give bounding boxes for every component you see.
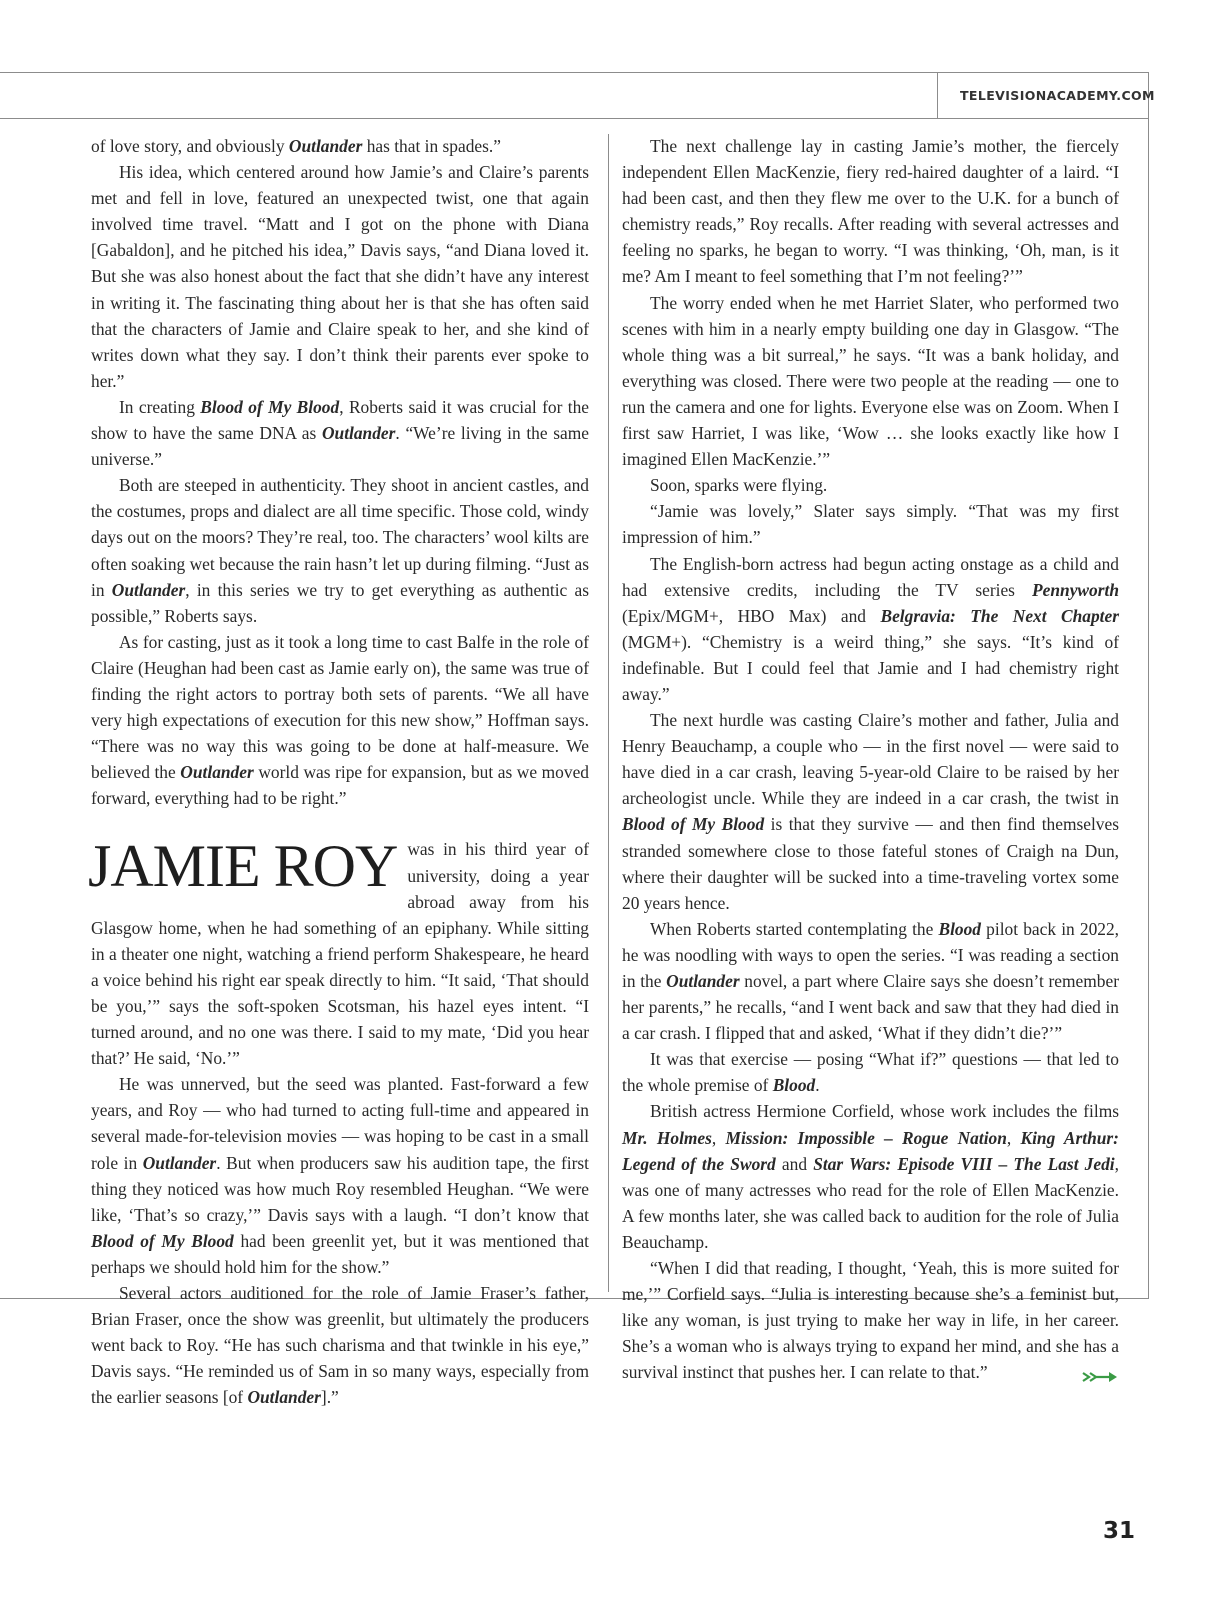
paragraph: “When I did that reading, I thought, ‘Yeah, this is more suited for me,’” Corfield says. “Julia is interesting because she’s a feminist but, like any woman, is just trying to make her way in life, in her career. She’s a woman who is always trying to expand her mind, and she has a survival instinct that pushes her. I can relate to that.” bbox=[622, 1255, 1119, 1385]
paragraph: He was unnerved, but the seed was planted. Fast-forward a few years, and Roy — who had turned to acting full-time and appeared in several made-for-television movies — was hoping to be cast in a small role in Outlander. But when producers saw his audition tape, the first thing they noticed was how much Roy resembled Heughan. “We were like, ‘That’s so crazy,’” Davis says with a laugh. “I don’t know that Blood of My Blood had been greenlit yet, but it was mentioned that perhaps we should hold him for the show.” bbox=[91, 1074, 590, 1277]
paragraph: British actress Hermione Corfield, whose work includes the films Mr. Holmes, Mission: Impossible – Rogue Nation, King Arthur: Legend of the Sword and Star Wars: Episode VIII – The Last Jedi, was one of many actresses who read for the role of Ellen MacKenzie. A few months later, she was called back to audition for the role of Julia Beauchamp. bbox=[622, 1101, 1119, 1252]
page-number: 31 bbox=[1103, 1518, 1136, 1544]
header-tab-divider bbox=[937, 72, 938, 118]
paragraph: Several actors auditioned for the role of Jamie Fraser’s father, Brian Fraser, once the show was greenlit, but ultimately the producers went back to Roy. “He has such charisma and that twinkle in his eye,” Davis says. “He reminded us of Sam in so many ways, especially from the earlier seasons [of Outlander].” bbox=[91, 1283, 589, 1408]
right-column bbox=[622, 133, 1119, 1392]
continue-arrow-icon[interactable] bbox=[1053, 1365, 1119, 1391]
dropcap-paragraph: JAMIE ROY was in his third year of university, doing a year abroad away from his Glasgow home, when he had something of an epiphany. While sitting in a theater one night, watching a friend perform Shakespeare, he heard a voice behind his right ear speak directly to him. “It said, ‘That should be you,’” says the soft-spoken Scotsman, his hazel eyes intent. “I turned around, and no one was there. I said to my mate, ‘Did you hear that?’ He said, ‘No.’” bbox=[88, 833, 589, 1069]
paragraph: When Roberts started contemplating the Blood pilot back in 2022, he was noodling with ways to open the series. “I was reading a section in the Outlander novel, a part where Claire says she doesn’t remember her parents,” he recalls, “and I went back and saw that they had died in a car crash. I flipped that and asked, ‘What if they didn’t die?’” bbox=[622, 918, 1119, 1044]
paragraph: The English-born actress had begun acting onstage as a child and had extensive credits, including the TV series Pennyworth (Epix/MGM+, HBO Max) and Belgravia: The Next Chapter (MGM+). “Chemistry is a weird thing,” she says. “It’s kind of indefinable. But I could feel that Jamie and I had chemistry right away.” bbox=[622, 553, 1120, 704]
header-rule bbox=[0, 118, 1149, 119]
left-column bbox=[88, 133, 590, 1411]
paragraph: The worry ended when he met Harriet Slater, who performed two scenes with him in a nearly empty building one day in Glasgow. “The whole thing was a bit surreal,” he says. “It was a bank holiday, and everything was closed. There were two people at the reading — one to run the camera and one for lights. Everyone else was on Zoom. When I first saw Harriet, I was like, ‘Wow … she looks exactly like how I imagined Ellen MacKenzie.’” bbox=[622, 292, 1119, 470]
paragraph: “Jamie was lovely,” Slater says simply. “That was my first impression of him.” bbox=[622, 501, 1119, 548]
paragraph: His idea, which centered around how Jamie’s and Claire’s parents met and fell in love, featured an unexpected twist, one that again involved time travel. “Matt and I got on the phone with Diana [Gabaldon], and he pitched his idea,” Davis says, “and Diana loved it. But she was also honest about the fact that she didn’t have any interest in writing it. The fascinating thing about her is that she has often said that the characters of Jamie and Claire speak to her, and she kind of writes down what they say. I don’t think their parents ever spoke to her.” bbox=[91, 162, 589, 391]
paragraph: In creating Blood of My Blood, Roberts said it was crucial for the show to have the same DNA as Outlander. “We’re living in the same universe.” bbox=[91, 396, 590, 470]
site-url[interactable]: TELEVISIONACADEMY.COM bbox=[960, 88, 1155, 103]
paragraph: As for casting, just as it took a long time to cast Balfe in the role of Claire (Heughan had been cast as Jamie early on), the same was true of finding the right actors to portray both sets of parents. “We all have very high expectations of execution for this new show,” Hoffman says. “There was no way this was going to be done at half-measure. We believed the Outlander world was ripe for expansion, but as we moved forward, everything had to be right.” bbox=[91, 631, 589, 809]
column-divider bbox=[608, 134, 609, 1292]
paragraph: of love story, and obviously Outlander has that in spades.” bbox=[91, 136, 501, 156]
paragraph: It was that exercise — posing “What if?” questions — that led to the whole premise of Blood. bbox=[622, 1049, 1119, 1096]
paragraph: Both are steeped in authenticity. They shoot in ancient castles, and the costumes, props and dialect are all time specific. Those cold, windy days out on the moors? They’re real, too. The characters’ wool kilts are often soaking wet because the rain hasn’t let up during filming. “Just as in Outlander, in this series we try to get everything as authentic as possible,” Roberts says. bbox=[91, 475, 590, 626]
paragraph: The next hurdle was casting Claire’s mother and father, Julia and Henry Beauchamp, a couple who — in the first novel — were said to have died in a car crash, leaving 5-year-old Claire to be raised by her archeologist uncle. While they are indeed in a car crash, the twist in Blood of My Blood is that they survive — and then find themselves stranded somewhere close to those fateful stones of Craigh na Dun, where their daughter will be sucked into a time-traveling vortex some 20 years hence. bbox=[622, 710, 1119, 913]
dropcap-name: JAMIE ROY bbox=[88, 833, 398, 900]
paragraph: Soon, sparks were flying. bbox=[650, 475, 828, 496]
paragraph: The next challenge lay in casting Jamie’s mother, the fiercely independent Ellen MacKenzie, fiery red-haired daughter of a laird. “I had been cast, and then they flew me over to the U.K. for a bunch of chemistry reads,” Roy recalls. After reading with several actresses and feeling no sparks, he began to worry. “I was thinking, ‘Oh, man, is it me? Am I meant to feel something that I’m not feeling?’” bbox=[622, 136, 1119, 287]
